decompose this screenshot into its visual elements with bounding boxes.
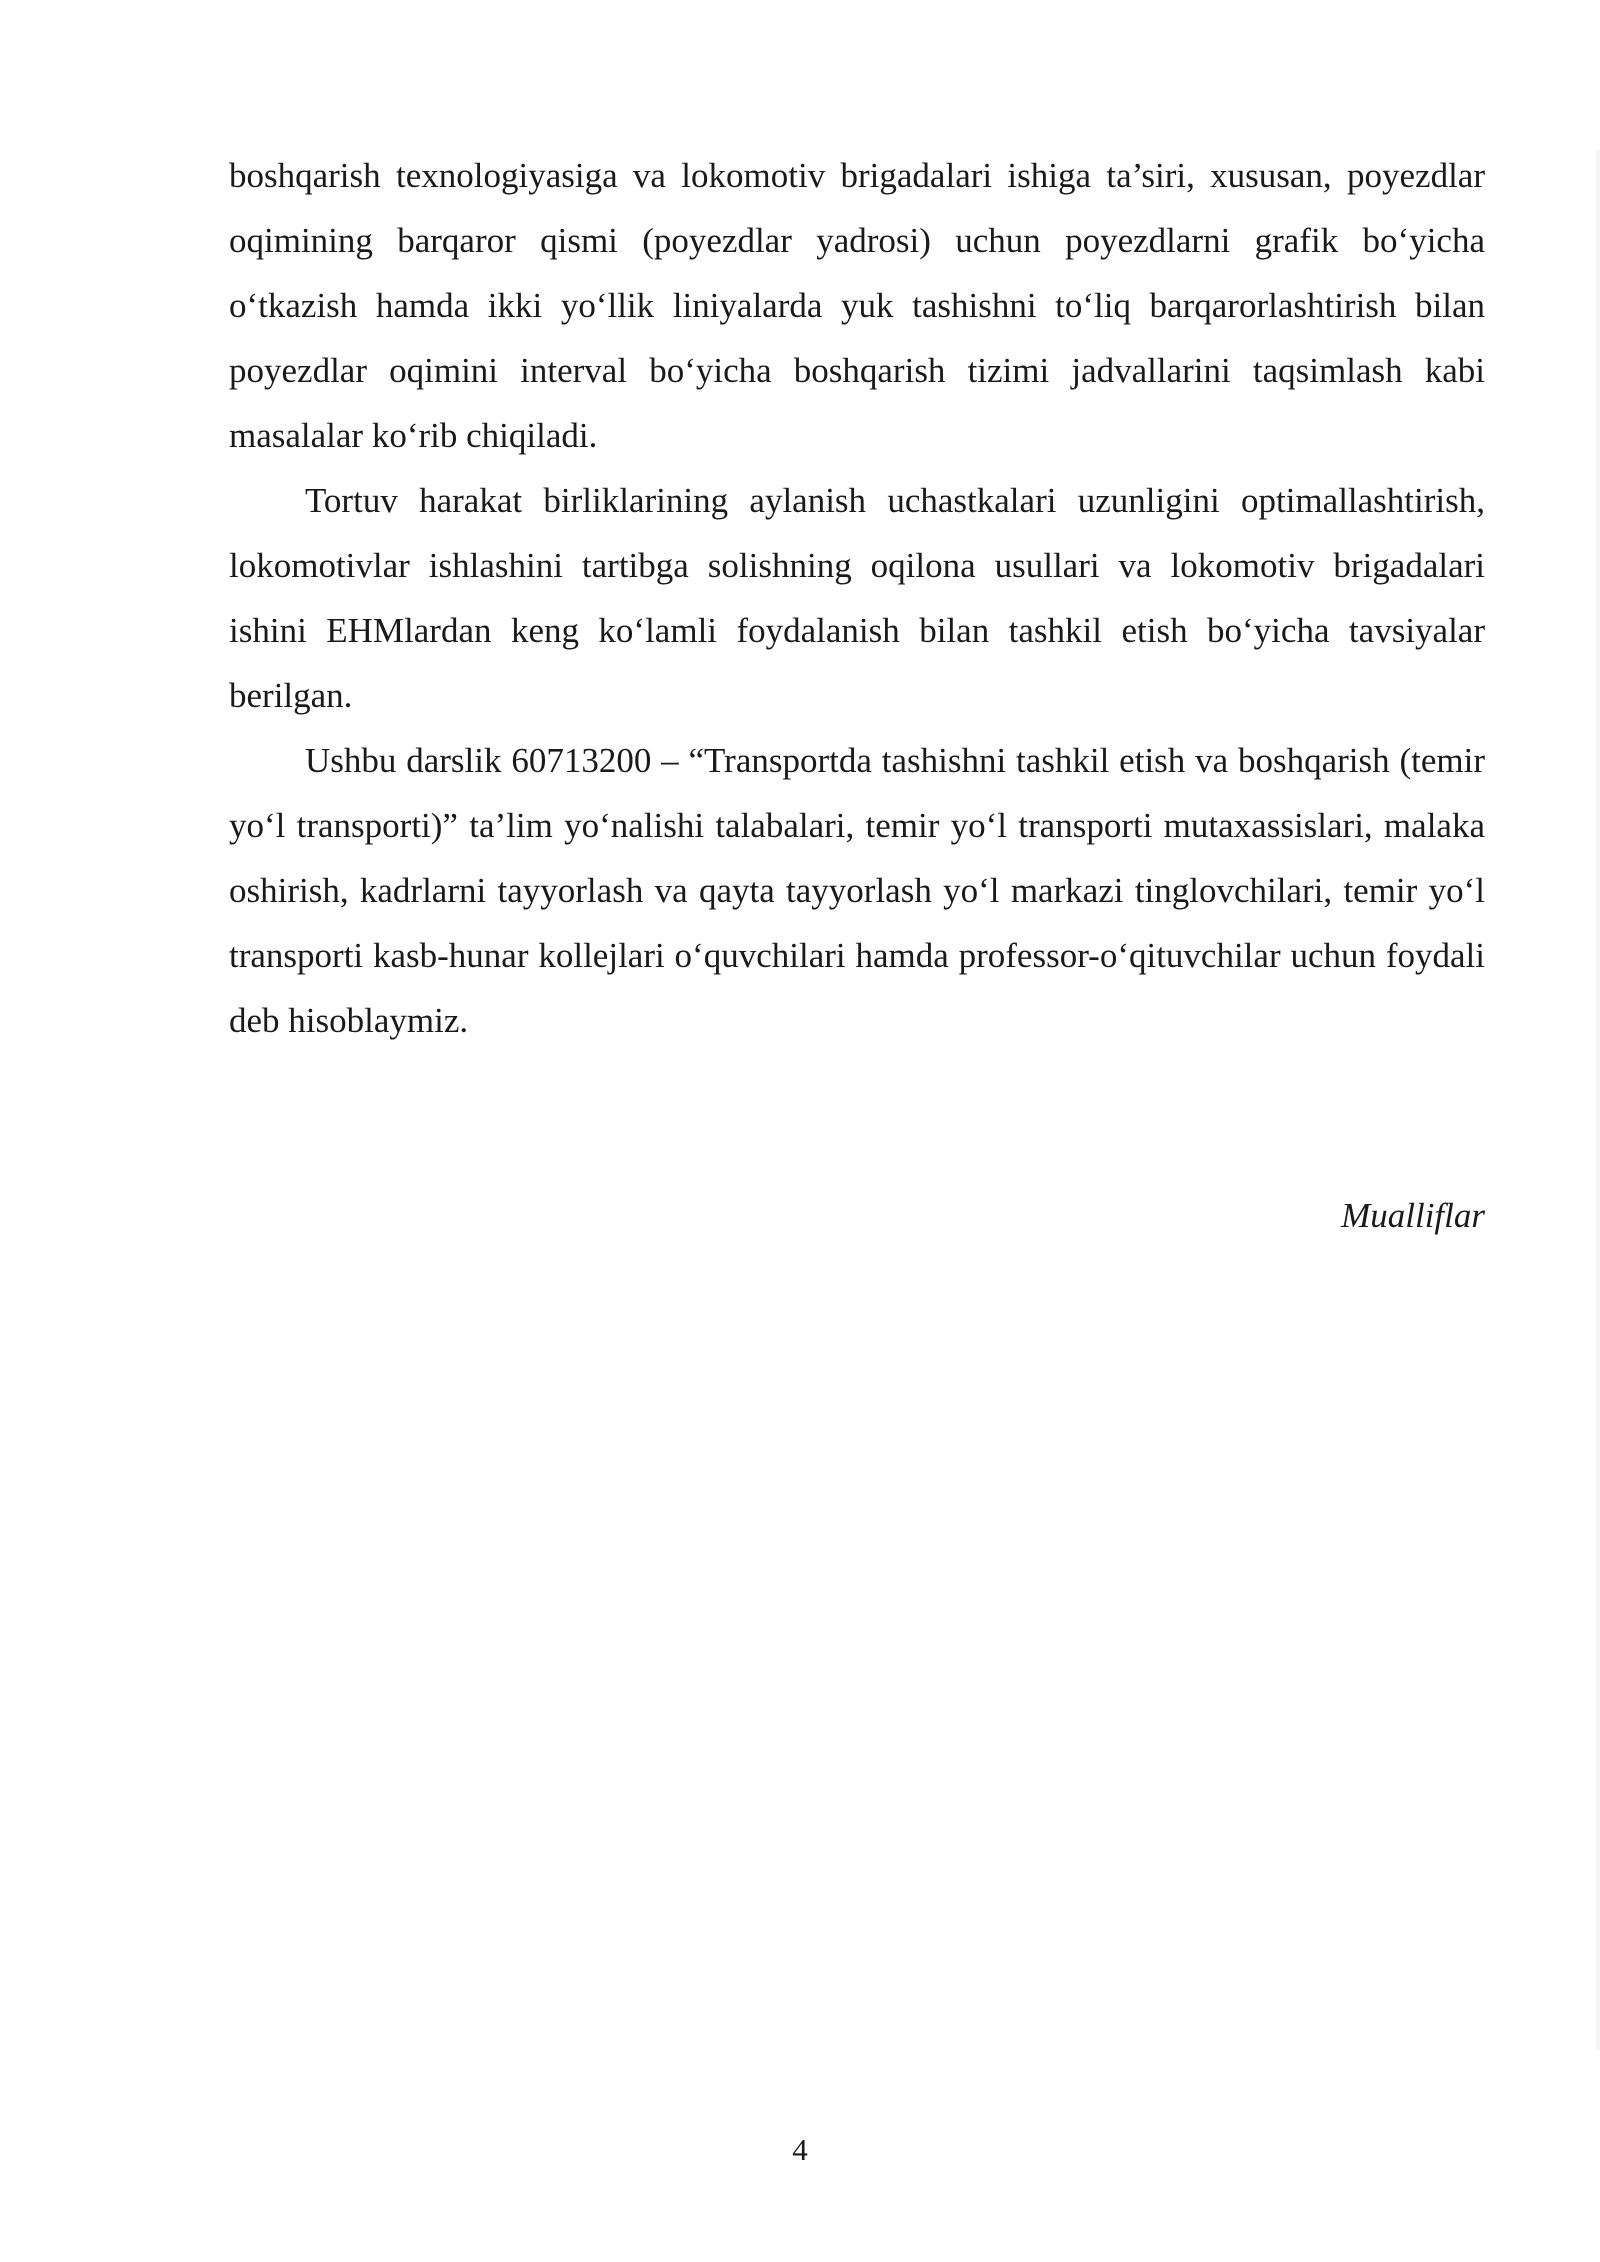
page-number: 4 bbox=[792, 2132, 808, 2167]
body-text bbox=[229, 143, 1485, 1053]
paragraph-audience: Ushbu darslik 60713200 – “Transportda tashishni tashkil etish va boshqarish (temir yo‘l transporti)” ta’lim yo‘nalishi talabalari, temir yo‘l transporti mutaxassislari, malaka oshirish, kadrlarni tayyorlash va qayta tayyorlash yo‘l markazi tinglovchilari, temir yo‘l transporti kasb-hunar kollejlari o‘quvchilari hamda professor-o‘qituvchilar uchun foydali deb hisoblaymiz. bbox=[229, 741, 1485, 1040]
page-edge-shadow bbox=[1596, 150, 1600, 2050]
authors-signature: Mualliflar bbox=[1341, 1196, 1485, 1235]
paragraph-continuation: boshqarish texnologiyasiga va lokomotiv brigadalari ishiga ta’siri, xususan, poyezdlar oqimining barqaror qismi (poyezdlar yadrosi) uchun poyezdlarni grafik bo‘yicha o‘tkazish hamda ikki yo‘llik liniyalarda yuk tashishni to‘liq barqarorlashtirish bilan poyezdlar oqimini interval bo‘yicha boshqarish tizimi jadvallarini taqsimlash kabi masalalar ko‘rib chiqiladi. bbox=[229, 156, 1485, 455]
paragraph-recommendations: Tortuv harakat birliklarining aylanish uchastkalari uzunligini optimallashtirish, lokomotivlar ishlashini tartibga solishning oqilona usullari va lokomotiv brigadalari ishini EHMlardan keng ko‘lamli foydalanish bilan tashkil etish bo‘yicha tavsiyalar berilgan. bbox=[229, 481, 1485, 715]
